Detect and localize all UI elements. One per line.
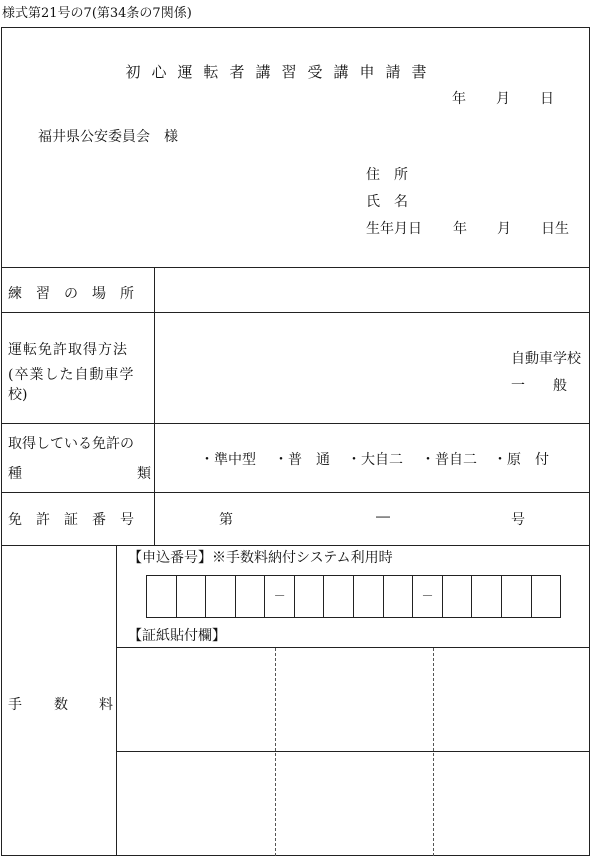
divider (1, 267, 590, 268)
digit-cell[interactable] (384, 576, 414, 617)
method-option-general[interactable]: 一 般 (511, 378, 567, 394)
birthdate-label: 生年月日 (366, 221, 422, 237)
title-char: 初 (125, 63, 141, 81)
license-number-prefix: 第 (219, 512, 233, 528)
practice-place-field[interactable] (156, 269, 588, 311)
license-number-label: 免 許 証 番 号 (8, 512, 134, 528)
digit-cell[interactable] (206, 576, 236, 617)
name-label: 氏 名 (366, 194, 408, 210)
title-char: 習 (281, 63, 297, 81)
method-label-line2: (卒業した自動車学 (8, 367, 135, 383)
license-option-large-motorcycle[interactable]: ・大自二 (347, 452, 403, 468)
birth-month: 月 (497, 221, 511, 237)
digit-cell[interactable] (532, 576, 561, 617)
practice-place-label: 練 習 の 場 所 (8, 286, 134, 302)
method-label-line3: 校) (8, 387, 28, 403)
title-char: 書 (411, 63, 427, 81)
form-reference: 様式第21号の7(第34条の7関係) (2, 6, 192, 21)
license-number-dash: ― (376, 509, 390, 525)
method-option-driving-school[interactable]: 自動車学校 (511, 351, 581, 367)
divider (1, 312, 590, 313)
title-char: 心 (151, 63, 167, 81)
stamp-grid-line (433, 648, 434, 856)
separator-cell: － (413, 576, 443, 617)
digit-cell[interactable] (502, 576, 532, 617)
digit-cell[interactable] (236, 576, 266, 617)
divider (117, 751, 590, 752)
divider (154, 267, 155, 545)
license-number-suffix: 号 (511, 512, 525, 528)
divider (117, 647, 590, 648)
title-char: 講 (333, 63, 349, 81)
addressee: 福井県公安委員会 様 (38, 129, 178, 145)
date-day: 日 (540, 91, 554, 107)
fee-label-char: 手 (8, 697, 22, 713)
address-label: 住 所 (366, 167, 408, 183)
title-char: 講 (255, 63, 271, 81)
divider (1, 492, 590, 493)
stamp-area-label: 【証紙貼付欄】 (128, 628, 226, 644)
title-char: 運 (177, 63, 193, 81)
digit-cell[interactable] (177, 576, 207, 617)
title-char: 申 (359, 63, 375, 81)
application-number-label: 【申込番号】※手数料納付システム利用時 (128, 550, 393, 566)
divider (1, 423, 590, 424)
separator-cell: － (265, 576, 295, 617)
divider (116, 545, 117, 856)
birth-year: 年 (453, 221, 467, 237)
method-label-line1: 運転免許取得方法 (8, 342, 128, 358)
stamp-grid-line (275, 648, 276, 856)
license-type-label-line2a: 種 (8, 466, 22, 482)
digit-cell[interactable] (472, 576, 502, 617)
title-char: 受 (307, 63, 323, 81)
date-month: 月 (496, 91, 510, 107)
date-year: 年 (452, 91, 466, 107)
application-number-input[interactable] (146, 575, 561, 618)
license-option-semi-medium[interactable]: ・準中型 (200, 452, 256, 468)
birth-day: 日生 (541, 221, 569, 237)
form-title (120, 61, 432, 82)
digit-cell[interactable] (354, 576, 384, 617)
digit-cell[interactable] (443, 576, 473, 617)
title-char: 転 (203, 63, 219, 81)
divider (1, 545, 590, 546)
fee-label-char: 料 (99, 697, 113, 713)
digit-cell[interactable] (147, 576, 177, 617)
license-option-ordinary[interactable]: ・普 通 (274, 452, 330, 468)
title-char: 請 (385, 63, 401, 81)
digit-cell[interactable] (295, 576, 325, 617)
license-type-label-line2b: 類 (137, 466, 151, 482)
title-char: 者 (229, 63, 245, 81)
license-option-moped[interactable]: ・原 付 (493, 452, 549, 468)
fee-label-char: 数 (54, 697, 68, 713)
digit-cell[interactable] (324, 576, 354, 617)
license-type-label-line1: 取得している免許の (8, 436, 134, 452)
license-option-ordinary-motorcycle[interactable]: ・普自二 (421, 452, 477, 468)
